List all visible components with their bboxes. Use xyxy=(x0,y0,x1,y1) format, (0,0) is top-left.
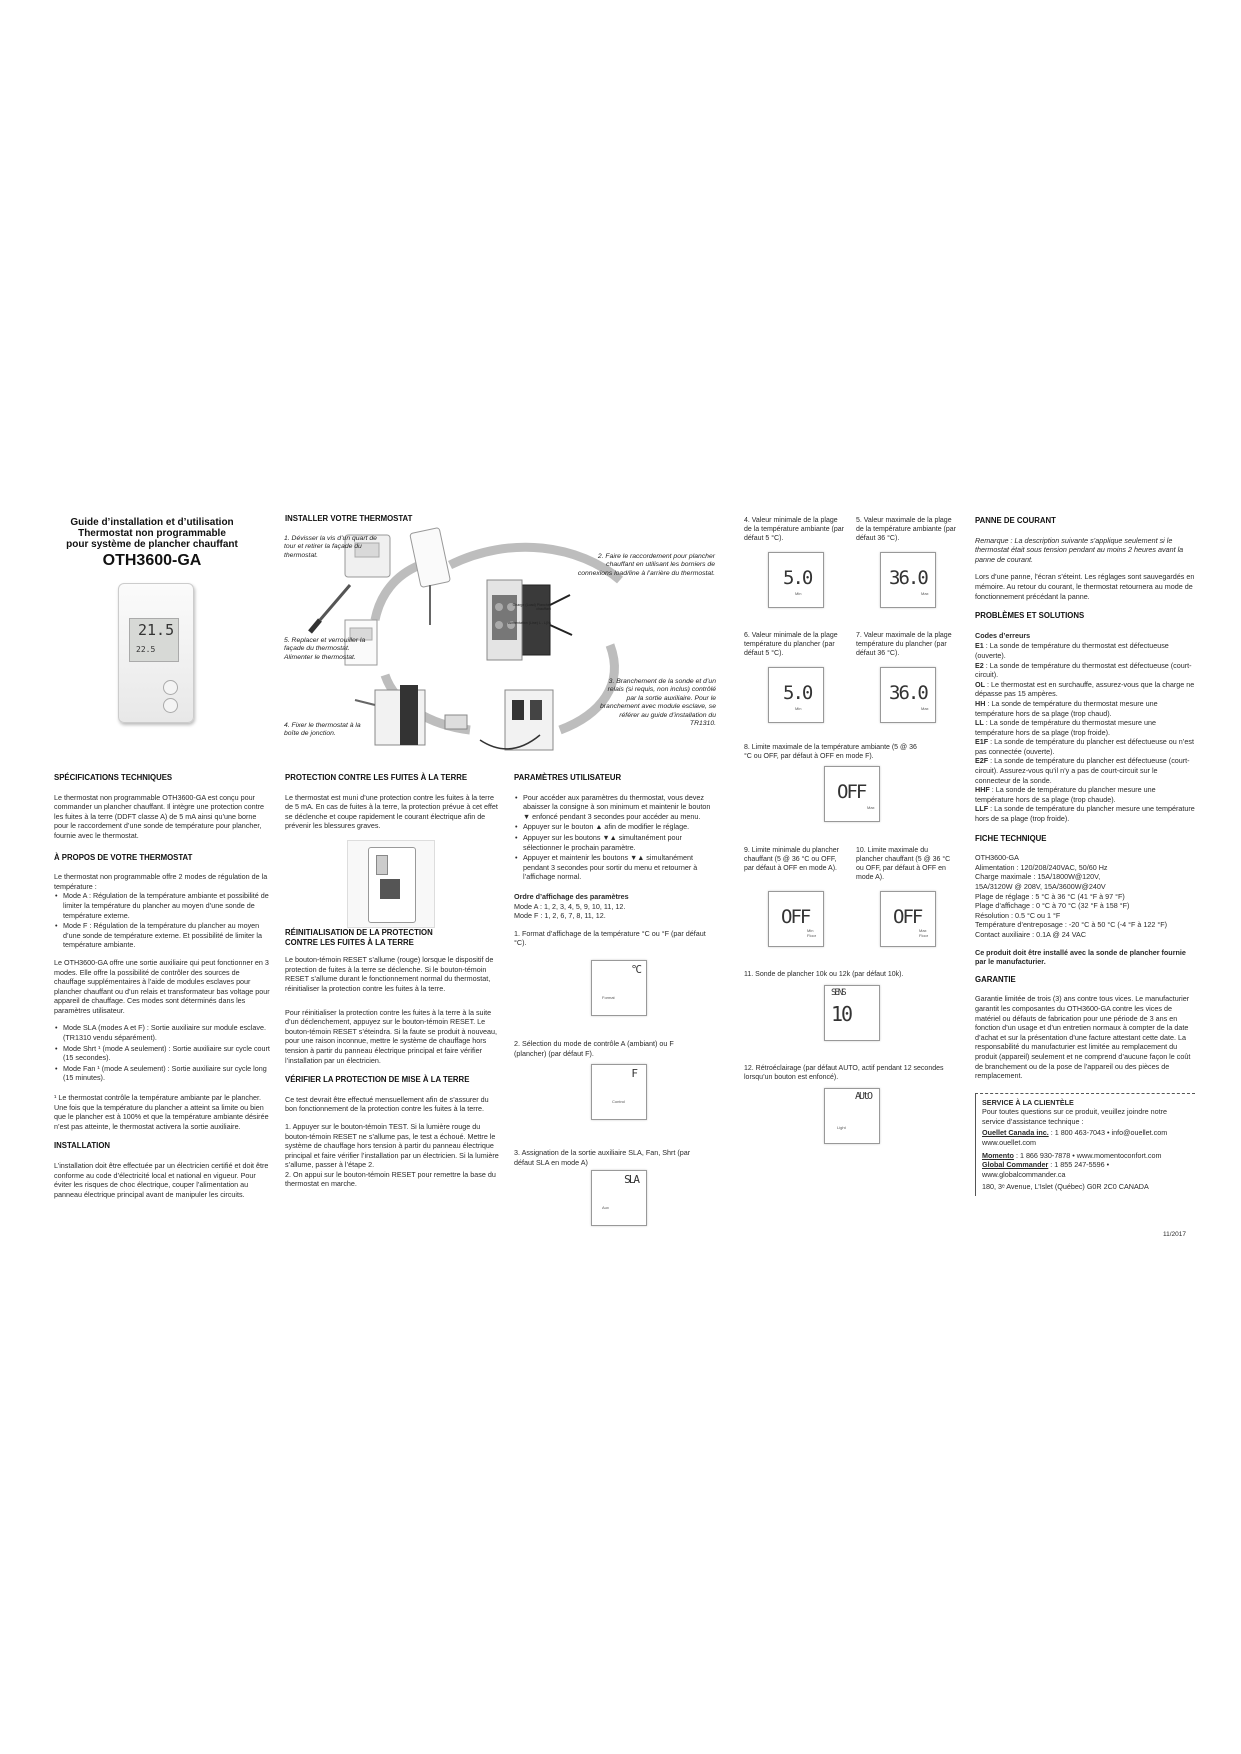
guide-title-line-3: pour système de plancher chauffant xyxy=(66,539,238,550)
reset-text-2: Pour réinitialiser la protection contre les fuites à la terre à la suite d’un déclenchement, appuyez sur le bouton-témoin RESET. Le bouton-témoin RESET s’éteindra. Si la faute se produit à nouveau, pour une raison inconnue, mettre le système de chauffage hors tension à partir du panneau électrique principal et faire vérifier l’installation par un électricien. xyxy=(285,1007,498,1065)
guide-title-line-2: Thermostat non programmable xyxy=(78,528,226,539)
about-intro: Le thermostat non programmable offre 2 modes de régulation de la température : xyxy=(54,872,268,891)
lcd-label: Format xyxy=(602,995,615,1000)
reset-heading xyxy=(285,928,501,947)
power-failure-note: Remarque : La description suivante s’applique seulement si le thermostat était sous tension pendant au moins 2 heures avant la panne de courant. xyxy=(975,535,1184,564)
power-failure-text: Lors d’une panne, l’écran s’éteint. Les réglages sont sauvegardés en mémoire. Au retour du courant, le thermostat retournera au mode de fonctionnement précédant la panne. xyxy=(975,572,1195,601)
list-item: • Pour accéder aux paramètres du thermostat, vous devez abaisser la consigne à son minimum et maintenir le bouton ▼ enfoncé pendant 3 secondes pour accéder au menu. xyxy=(523,793,719,822)
column-1 xyxy=(52,517,252,570)
tech-note: Ce produit doit être installé avec la sonde de plancher fournie par le manufacturier. xyxy=(975,947,1186,967)
param-1-text: 1. Format d’affichage de la température °C ou °F (par défaut °C). xyxy=(514,928,706,948)
order-heading: Ordre d’affichage des paramètres xyxy=(514,891,629,901)
tech-sheet-heading: FICHE TECHNIQUE xyxy=(975,833,1047,843)
order-mode-a: Mode A : 1, 2, 3, 4, 5, 9, 10, 11, 12. xyxy=(514,901,626,911)
wire-label-line: Alimentation (Line) L - L(N) xyxy=(507,621,551,625)
lcd-label: Control xyxy=(612,1099,625,1104)
lcd-param-2 xyxy=(591,1064,647,1120)
lcd-value: 36.0 xyxy=(889,682,927,704)
install-heading: INSTALLATION xyxy=(54,1141,111,1151)
param-11-text: 11. Sonde de plancher 10k ou 12k (par défaut 10k). xyxy=(744,971,904,978)
list-item: • Mode F : Régulation de la température du plancher au moyen d’une sonde de température externe. Et possibilité de limiter la température ambiante. xyxy=(63,921,270,950)
aux-footnote: ¹ Le thermostat contrôle la température ambiante par le plancher. Une fois que la température du plancher a atteint sa limite ou bien que le plancher est à 100% et que la température ambiante désirée n’est pas atteinte, le thermostat activera la sortie auxiliaire. xyxy=(54,1093,269,1131)
lcd-value-top: SENS xyxy=(831,988,845,998)
problems-heading: PROBLÈMES ET SOLUTIONS xyxy=(975,611,1085,621)
lcd-value: SLA xyxy=(624,1173,638,1186)
param-6-text: 6. Valeur minimale de la plage température du plancher (par défaut 5 °C). xyxy=(744,632,838,657)
install-step-5: 5. Replacer et verrouiller la façade du thermostat. Alimenter le thermostat. xyxy=(284,637,366,661)
user-params-heading: PARAMÈTRES UTILISATEUR xyxy=(514,773,622,782)
warranty-heading: GARANTIE xyxy=(975,974,1016,984)
install-text: L’installation doit être effectuée par un électricien certifié et doit être conforme au code d’électricité local et national en vigueur. Pour éviter les risques de choc électrique, couper l’alimentation au panneau électrique principal avant de manipuler les circuits. xyxy=(54,1161,269,1199)
service-ouellet: Ouellet Canada inc. : 1 800 463-7043 • info@ouellet.com xyxy=(982,1128,1168,1138)
lcd-label: Min xyxy=(807,928,814,933)
about-aux-text: Le OTH3600-GA offre une sortie auxiliaire qui peut fonctionner en 3 modes. Elle offre la possibilité de contrôler des sources de chauffage supplémentaires à l’aide de modules esclaves pour plancher chauffant ou d’un relais et transformateur bas voltage pour appareil de chauffage. Ces modes sont déterminés dans les paramètres utilisateur. xyxy=(54,957,270,1015)
tech-line: 15A/3120W @ 208V, 15A/3600W@240V xyxy=(975,882,1106,891)
tech-line: Température d’entreposage : -20 °C à 50 °C (-4 °F à 122 °F) xyxy=(975,920,1168,930)
tech-line: Contact auxiliaire : 0.1A @ 24 VAC xyxy=(975,929,1087,939)
customer-service-box xyxy=(975,1093,1195,1196)
lcd-value: 5.0 xyxy=(783,567,812,589)
lcd-label-floor: Floor xyxy=(919,933,929,938)
gfci-base-illustration xyxy=(347,840,435,928)
lcd-label: Max xyxy=(921,591,929,596)
lcd-param-6 xyxy=(768,667,824,723)
list-item: • Appuyer sur les boutons ▼▲ simultanément pour sélectionner le prochain paramètre. xyxy=(523,833,719,852)
install-step-2: 2. Faire le raccordement pour plancher chauffant en utilisant les borniers de connexions load/line à l’arrière du thermostat. xyxy=(577,553,715,577)
column-1-body xyxy=(54,773,270,1207)
lcd-value: 36.0 xyxy=(889,567,927,589)
list-item: E1 : La sonde de température du thermostat est défectueuse (ouverte). xyxy=(975,641,1169,660)
about-modes-list xyxy=(54,891,270,950)
device-lcd-small: 22.5 xyxy=(136,645,156,654)
specs-text: Le thermostat non programmable OTH3600-GA est conçu pour commander un plancher chauffant. Il intègre une protection contre les fuites à la terre (DDFT classe A) de 5 mA ainsi qu’une borne pour le raccordement d’une sonde de température pour plancher, fournie avec le thermostat. xyxy=(54,792,265,840)
param-7-text: 7. Valeur maximale de la plage température du plancher (par défaut 36 °C). xyxy=(856,632,952,657)
lcd-param-7 xyxy=(880,667,936,723)
list-item: OL : Le thermostat est en surchauffe, assurez-vous que la charge ne dépasse pas 15 ampères. xyxy=(975,679,1195,699)
tech-line: Plage de réglage : 5 °C à 36 °C (41 °F à 97 °F) xyxy=(975,891,1125,901)
lcd-param-11 xyxy=(824,985,880,1041)
about-heading: À PROPOS DE VOTRE THERMOSTAT xyxy=(54,852,193,862)
verify-heading: VÉRIFIER LA PROTECTION DE MISE À LA TERRE xyxy=(285,1075,470,1085)
leak-protection-heading: PROTECTION CONTRE LES FUITES À LA TERRE xyxy=(285,773,468,782)
list-item: E2F : La sonde de température du plancher est défectueuse (court-circuit). Assurez-vous qu’il n’y a pas de court-circuit sur le connecteur de la sonde. xyxy=(975,756,1190,785)
warranty-text: Garantie limitée de trois (3) ans contre tous vices. Le manufacturier garantit les composantes du OTH3600-GA contre les vices de matériel ou défauts de fabrication pour une période de 3 ans en fonction d’un usage et d’un entretien normaux à compter de la date d’achat et sur la présentation d’une facture attestant cette date. La responsabilité du manufacturier est limitée au remplacement du produit (appareil) seulement et ne comprend d’aucune façon le coût de branchement ou de la pose de l’appareil ou des pièces de remplacement. xyxy=(975,994,1191,1081)
list-item: HH : La sonde de température du thermostat mesure une température hors de sa plage (trop chaud). xyxy=(975,698,1158,718)
reset-text-1: Le bouton-témoin RESET s’allume (rouge) lorsque le dispositif de protection de fuites à la terre se déclenche. Si le bouton-témoin RESET s’allume durant le fonctionnement normal du thermostat, réinitialiser la protection contre les fuites à la terre. xyxy=(285,955,494,993)
service-address: 180, 3ᵉ Avenue, L’Islet (Québec) G0R 2C0 CANADA xyxy=(982,1182,1149,1192)
power-failure-heading: PANNE DE COURANT xyxy=(975,516,1056,525)
tech-line: Plage d’affichage : 0 °C à 70 °C (32 °F à 158 °F) xyxy=(975,901,1130,911)
leak-protection-text: Le thermostat est muni d’une protection contre les fuites à la terre de 5 mA. En cas de fuites à la terre, la protection prévue à cet effet se déclenche et coupe rapidement le courant électrique afin de prévenir les blessures graves. xyxy=(285,792,498,831)
param-3-text: 3. Assignation de la sortie auxiliaire SLA, Fan, Shrt (par défaut SLA en mode A) xyxy=(514,1148,691,1167)
column-3 xyxy=(514,773,719,956)
error-codes-heading: Codes d’erreurs xyxy=(975,630,1031,640)
document-date: 11/2017 xyxy=(1163,1231,1187,1238)
column-2-body xyxy=(285,773,501,839)
list-item: • Mode Fan ¹ (mode A seulement) : Sortie auxiliaire sur cycle long (15 minutes). xyxy=(63,1064,270,1083)
lcd-value: 10 xyxy=(831,1002,852,1026)
install-thermostat-heading: INSTALLER VOTRE THERMOSTAT xyxy=(285,514,413,523)
lcd-label: Min xyxy=(795,591,802,596)
lcd-param-1 xyxy=(591,960,647,1016)
lcd-value: AUtO xyxy=(855,1091,872,1102)
lcd-param-10 xyxy=(880,891,936,947)
tech-line: Alimentation : 120/208/240VAC, 50/60 Hz xyxy=(975,862,1108,872)
order-mode-f: Mode F : 1, 2, 6, 7, 8, 11, 12. xyxy=(514,911,606,921)
step1-thermostat-base xyxy=(410,527,451,587)
lcd-value: 5.0 xyxy=(783,682,812,704)
guide-title-line-1: Guide d’installation et d’utilisation xyxy=(70,517,234,528)
list-item: • Mode Shrt ¹ (mode A seulement) : Sortie auxiliaire sur cycle court (15 secondes). xyxy=(63,1044,270,1063)
param-2-text: 2. Sélection du mode de contrôle A (ambiant) ou F (plancher) (par défaut F). xyxy=(514,1039,674,1058)
list-item: LLF : La sonde de température du plancher mesure une température hors de sa plage (trop froide). xyxy=(975,804,1195,824)
lcd-label: Max xyxy=(867,805,875,810)
service-heading: SERVICE À LA CLIENTÈLE xyxy=(982,1097,1074,1107)
tech-line: Résolution : 0.5 °C ou 1 °F xyxy=(975,910,1061,920)
wire-label-load: Charge (Load) Plancher chauffant xyxy=(512,603,551,611)
list-item: • Appuyer sur le bouton ▲ afin de modifier le réglage. xyxy=(523,822,719,832)
lcd-value: F xyxy=(631,1067,636,1080)
column-2-lower xyxy=(285,928,501,1197)
tech-line: OTH3600-GA xyxy=(975,853,1019,863)
device-down-button xyxy=(163,698,178,713)
list-item: HHF : La sonde de température du plancher mesure une température hors de sa plage (trop chaude). xyxy=(975,785,1156,804)
param-5-text: 5. Valeur maximale de la plage de la température ambiante (par défaut 36 °C). xyxy=(856,517,956,542)
lcd-param-9 xyxy=(768,891,824,947)
service-ouellet-web[interactable]: www.ouellet.com xyxy=(982,1138,1036,1148)
column-5 xyxy=(975,516,1195,1196)
service-momento: Momento : 1 866 930-7878 • www.momentoconfort.com xyxy=(982,1150,1162,1160)
param-12-text: 12. Rétroéclairage (par défaut AUTO, actif pendant 12 secondes lorsqu’un bouton est enfoncé). xyxy=(744,1065,944,1081)
service-global-web[interactable]: www.globalcommander.ca xyxy=(982,1169,1066,1179)
service-intro: Pour toutes questions sur ce produit, veuillez joindre notre service d’assistance technique : xyxy=(982,1107,1167,1126)
reset-heading-line-2: CONTRE LES FUITES À LA TERRE xyxy=(285,937,414,947)
relay xyxy=(445,715,467,729)
verify-step-1: 1. Appuyer sur le bouton-témoin TEST. Si la lumière rouge du bouton-témoin RESET ne s’allume pas, le test a échoué. Mettre le système de chauffage hors tension à partir du panneau électrique principal et faire vérifier l’installation par un électricien. Si la lumière s’allume, passer à l’étape 2. xyxy=(285,1121,499,1170)
param-8-text: 8. Limite maximale de la température ambiante (5 @ 36 °C ou OFF, par défaut à OFF en mode F). xyxy=(744,744,917,760)
tech-line: Charge maximale : 15A/1800W@120V, xyxy=(975,872,1101,882)
lcd-value: OFF xyxy=(837,781,866,803)
model-number: OTH3600-GA xyxy=(102,552,202,569)
service-global: Global Commander : 1 855 247-5596 • xyxy=(982,1160,1110,1170)
lcd-param-8 xyxy=(824,766,880,822)
error-code-list xyxy=(975,641,1195,823)
device-up-button xyxy=(163,680,178,695)
lcd-label-floor: Floor xyxy=(807,933,817,938)
list-item: E2 : La sonde de température du thermostat est défectueuse (court-circuit). xyxy=(975,660,1192,680)
list-item: • Mode A : Régulation de la température ambiante et possibilité de limiter la température du plancher au moyen d’une sonde de température externe. xyxy=(63,891,270,920)
list-item: E1F : La sonde de température du plancher est défectueuse ou n’est pas connectée (ouverte). xyxy=(975,737,1194,756)
lcd-label: Max xyxy=(921,706,929,711)
install-step-4: 4. Fixer le thermostat à la boîte de jonction. xyxy=(284,722,361,738)
lcd-value: °C xyxy=(630,963,640,976)
global-commander-link[interactable]: Global Commander xyxy=(982,1160,1049,1170)
lcd-param-12 xyxy=(824,1088,880,1144)
verify-step-2: 2. On appui sur le bouton-témoin RESET pour remettre la base du thermostat en marche. xyxy=(285,1169,496,1189)
ouellet-link[interactable]: Ouellet Canada inc. xyxy=(982,1128,1049,1138)
aux-modes-list xyxy=(54,1023,270,1083)
install-step-3: 3. Branchement de la sonde et d’un relais (si requis, non inclus) contrôlé par la sortie auxiliaire. Pour le branchement avec module esclave, se référer au guide d’installation du TR1310. xyxy=(600,678,716,728)
list-item: LL : La sonde de température du thermostat mesure une température hors de sa plage (trop froide). xyxy=(975,718,1156,737)
tech-sheet-lines xyxy=(975,853,1195,939)
momento-link[interactable]: Momento xyxy=(982,1150,1014,1160)
param-10-text: 10. Limite maximale du plancher chauffant (5 @ 36 °C ou OFF, par défaut à OFF en mode A). xyxy=(856,847,951,881)
list-item: • Mode SLA (modes A et F) : Sortie auxiliaire sur module esclave. (TR1310 vendu séparément). xyxy=(63,1023,270,1042)
verify-text: Ce test devrait être effectué mensuellement afin de s’assurer du bon fonctionnement de la protection contre les fuites à la terre. xyxy=(285,1094,489,1114)
device-lcd-temp: 21.5 xyxy=(138,621,175,639)
lcd-param-4 xyxy=(768,552,824,608)
lcd-param-5 xyxy=(880,552,936,608)
lcd-label: Light xyxy=(837,1125,846,1130)
install-step-1: 1. Dévisser la vis d’un quart de tour et retirer la façade du thermostat. xyxy=(284,535,377,559)
reset-heading-line-1: RÉINITIALISATION DE LA PROTECTION xyxy=(285,928,433,937)
device-lcd xyxy=(129,618,179,662)
list-item: • Appuyer et maintenir les boutons ▼▲ simultanément pendant 3 secondes pour sortir du menu et retourner à l’affichage normal. xyxy=(523,853,719,882)
lcd-label: Max xyxy=(919,928,927,933)
user-params-list xyxy=(514,793,719,882)
specs-heading: SPÉCIFICATIONS TECHNIQUES xyxy=(54,773,173,782)
lcd-label: Min xyxy=(795,706,802,711)
screwdriver xyxy=(320,585,350,620)
param-9-text: 9. Limite minimale du plancher chauffant (5 @ 36 °C ou OFF, par défaut à OFF en mode A). xyxy=(744,847,839,872)
lcd-label: Aux xyxy=(602,1205,609,1210)
param-4-text: 4. Valeur minimale de la plage de la température ambiante (par défaut 5 °C). xyxy=(744,517,844,542)
lcd-param-3 xyxy=(591,1170,647,1226)
lcd-value: OFF xyxy=(893,906,922,928)
lcd-value: OFF xyxy=(781,906,810,928)
thermostat-device-illustration xyxy=(118,583,194,723)
